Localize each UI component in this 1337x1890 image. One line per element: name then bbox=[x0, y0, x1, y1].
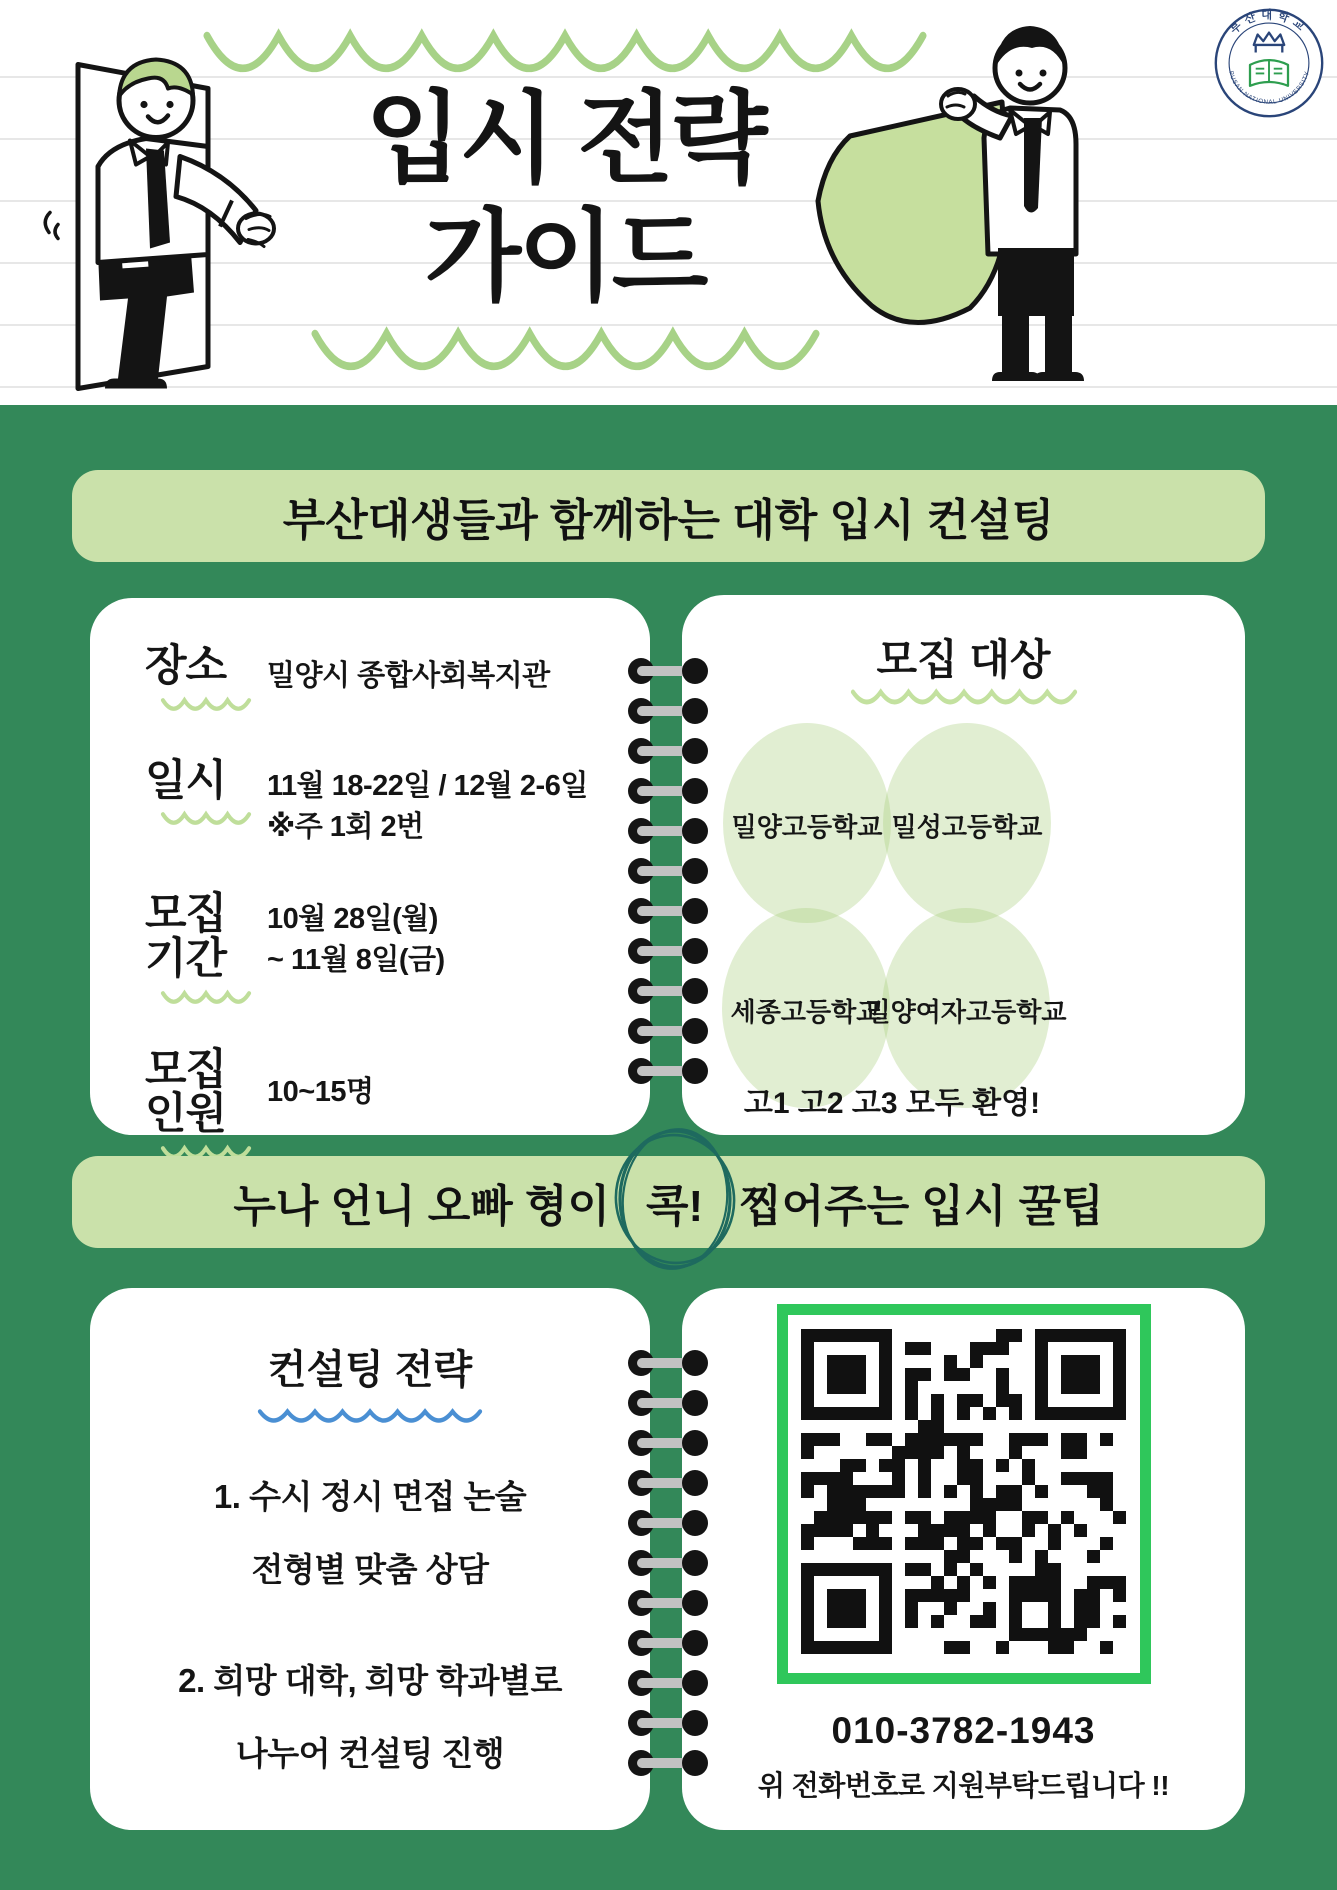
highlight-wrap bbox=[646, 1170, 703, 1234]
poster-title-line1: 입시 전략 bbox=[365, 83, 765, 195]
binder-ring bbox=[628, 1510, 708, 1536]
binder-ring bbox=[628, 1590, 708, 1616]
strategy-item: 2. 희망 대학, 희망 학과별로 bbox=[178, 1662, 562, 1699]
contact-note: 위 전화번호로 지원부탁드립니다 !! bbox=[757, 1770, 1170, 1801]
binder-ring bbox=[628, 658, 708, 684]
ring-hole-right bbox=[682, 778, 708, 804]
banner2-prefix: 누나 언니 오빠 형이 bbox=[233, 1182, 611, 1231]
binder-ring bbox=[628, 1390, 708, 1416]
ring-hole-right bbox=[682, 1390, 708, 1416]
binder-ring bbox=[628, 1630, 708, 1656]
binder-ring bbox=[628, 898, 708, 924]
binder-ring bbox=[628, 698, 708, 724]
banner-tips-headline bbox=[72, 1156, 1265, 1248]
ring-hole-right bbox=[682, 738, 708, 764]
ring-hole-right bbox=[682, 1590, 708, 1616]
scallop-wave-top bbox=[200, 28, 930, 76]
poster-title-line2: 가이드 bbox=[424, 201, 706, 313]
scallop-wave-bottom bbox=[308, 326, 823, 374]
binder-ring bbox=[628, 938, 708, 964]
pusan-national-university-seal bbox=[1212, 6, 1326, 120]
label-underline-wave bbox=[159, 696, 253, 713]
ring-hole-right bbox=[682, 1750, 708, 1776]
ring-hole-right bbox=[682, 1470, 708, 1496]
info-label: 모집 기간 bbox=[145, 892, 267, 1005]
school-name: 밀양고등학교 bbox=[731, 812, 883, 842]
ring-hole-right bbox=[682, 1550, 708, 1576]
phone-number: 010-3782-1943 bbox=[831, 1710, 1096, 1751]
ring-hole-right bbox=[682, 1630, 708, 1656]
banner-consulting-headline bbox=[72, 470, 1265, 562]
binder-rings bbox=[628, 1350, 708, 1776]
ring-hole-right bbox=[682, 1510, 708, 1536]
info-row-place bbox=[145, 644, 650, 713]
strategy-card bbox=[90, 1288, 650, 1830]
school-name: 밀성고등학교 bbox=[891, 812, 1043, 842]
ring-hole-right bbox=[682, 1350, 708, 1376]
binder-ring bbox=[628, 1470, 708, 1496]
banner2-suffix: 찝어주는 입시 꿀팁 bbox=[739, 1182, 1104, 1231]
info-row-recruit-period bbox=[145, 892, 650, 1005]
seal-book-icon bbox=[1250, 60, 1288, 86]
ring-hole-right bbox=[682, 658, 708, 684]
target-card bbox=[682, 595, 1245, 1135]
info-value: 11월 18-22일 / 12월 2-6일 ※주 1회 2번 bbox=[267, 769, 588, 843]
welcome-note: 고1 고2 고3 모두 환영! bbox=[743, 1087, 1041, 1120]
info-value: 10월 28일(월) ~ 11월 8일(금) bbox=[267, 903, 445, 977]
strategy-item: 전형별 맞춤 상담 bbox=[251, 1551, 489, 1588]
info-value: 10~15명 bbox=[267, 1075, 374, 1108]
strategy-card-title: 컨설팅 전략 bbox=[267, 1348, 473, 1392]
info-label: 모집 인원 bbox=[145, 1048, 267, 1161]
target-card-title: 모집 대상 bbox=[876, 636, 1051, 683]
binder-ring bbox=[628, 1350, 708, 1376]
blue-underline-wave bbox=[256, 1407, 484, 1425]
info-row-recruit-count bbox=[145, 1045, 650, 1161]
info-label: 일시 bbox=[145, 759, 267, 828]
ring-hole-right bbox=[682, 898, 708, 924]
binder-ring bbox=[628, 1670, 708, 1696]
qr-code bbox=[801, 1329, 1126, 1659]
qr-code-frame bbox=[777, 1304, 1151, 1684]
strategy-item: 나누어 컨설팅 진행 bbox=[235, 1735, 505, 1772]
binder-ring bbox=[628, 1710, 708, 1736]
ring-hole-right bbox=[682, 1710, 708, 1736]
binder-ring bbox=[628, 858, 708, 884]
banner2-highlight: 콕! bbox=[646, 1182, 704, 1231]
binder-ring bbox=[628, 738, 708, 764]
binder-ring bbox=[628, 1550, 708, 1576]
label-underline-wave bbox=[159, 989, 253, 1006]
school-name: 세종고등학교 bbox=[730, 997, 882, 1027]
ring-hole-right bbox=[682, 1430, 708, 1456]
label-underline-wave bbox=[159, 810, 253, 827]
info-card bbox=[90, 598, 650, 1139]
info-row-date bbox=[145, 756, 650, 848]
binder-ring bbox=[628, 1750, 708, 1776]
ring-hole-right bbox=[682, 698, 708, 724]
contact-card bbox=[682, 1288, 1245, 1830]
ring-hole-right bbox=[682, 938, 708, 964]
title-block bbox=[168, 28, 962, 374]
ring-hole-right bbox=[682, 1670, 708, 1696]
strategy-item: 1. 수시 정시 면접 논술 bbox=[213, 1478, 527, 1515]
binder-ring bbox=[628, 1430, 708, 1456]
banner1-text: 부산대생들과 함께하는 대학 입시 컨설팅 bbox=[282, 496, 1055, 545]
seal-english-name: PUSAN NATIONAL UNIVERSITY bbox=[1227, 70, 1311, 106]
ring-hole-right bbox=[682, 858, 708, 884]
info-value: 밀양시 종합사회복지관 bbox=[267, 660, 550, 692]
school-name: 밀양여자고등학교 bbox=[865, 997, 1067, 1027]
binder-ring bbox=[628, 778, 708, 804]
info-label: 장소 bbox=[145, 644, 267, 713]
title-underline-wave bbox=[849, 687, 1079, 707]
seal-korean-name: 부산대학교 bbox=[1228, 9, 1310, 37]
